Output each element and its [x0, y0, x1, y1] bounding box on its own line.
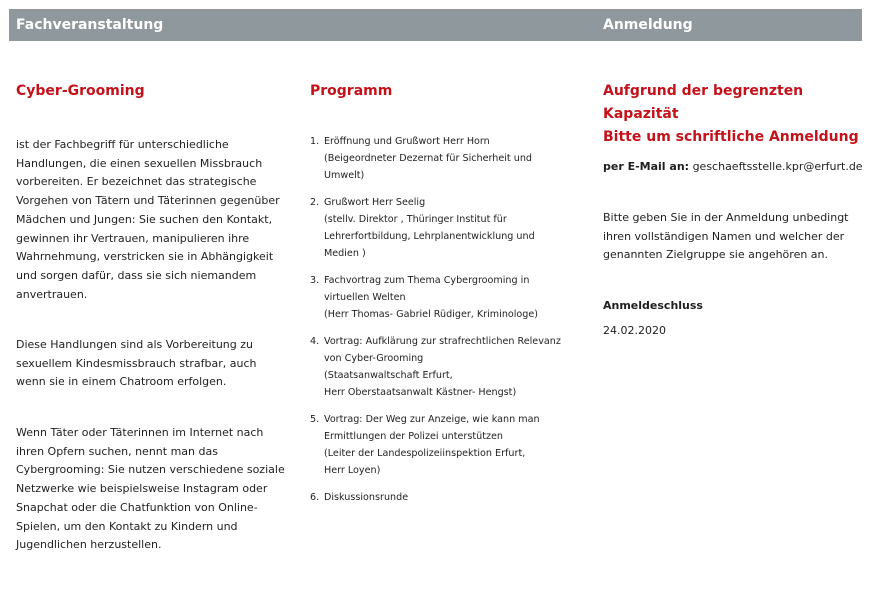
email-address-link[interactable]: geschaeftsstelle.kpr@erfurt.de	[692, 160, 863, 173]
text-line: Wahrnehmung, verstricken sie in Abhängigkeit	[16, 250, 274, 264]
registration-heading	[603, 80, 863, 149]
item-number: 3.	[310, 275, 320, 286]
item-line: von Cyber-Grooming	[324, 353, 424, 364]
text-line: sexuellem Kindesmissbrauch strafbar, auch	[16, 356, 257, 370]
cyber-grooming-heading: Cyber-Grooming	[16, 83, 145, 99]
list-item	[310, 194, 565, 262]
item-line: (Staatsanwaltschaft Erfurt,	[324, 370, 453, 381]
registration-note	[603, 209, 865, 265]
text-line: ihren vollständigen Namen und welcher der	[603, 229, 845, 243]
item-line: Fachvortrag zum Thema Cybergrooming in	[324, 275, 530, 286]
programm-heading: Programm	[310, 83, 393, 99]
heading-line: Bitte um schriftliche Anmeldung	[603, 129, 859, 145]
text-line: und sorgen dafür, dass sie sich niemandem	[16, 268, 257, 282]
deadline-value: 24.02.2020	[603, 324, 666, 337]
item-number: 4.	[310, 336, 320, 347]
list-item	[310, 133, 565, 184]
list-item	[310, 272, 565, 323]
item-number: 5.	[310, 414, 320, 425]
text-line: genannten Zielgruppe sie angehören an.	[603, 248, 829, 262]
item-line: Diskussionsrunde	[324, 492, 409, 503]
list-item	[310, 333, 565, 401]
item-line: Vortrag: Der Weg zur Anzeige, wie kann man	[324, 414, 540, 425]
item-line: Medien )	[324, 248, 366, 259]
header-left-title: Fachveranstaltung	[16, 17, 164, 33]
online-paragraph	[16, 424, 286, 555]
item-line: virtuellen Welten	[324, 292, 406, 303]
item-line: (Beigeordneter Dezernat für Sicherheit und	[324, 153, 532, 164]
text-line: Bitte geben Sie in der Anmeldung unbedingt	[603, 211, 849, 224]
criminal-paragraph	[16, 336, 286, 392]
text-line: anvertrauen.	[16, 287, 88, 301]
item-line: Lehrerfortbildung, Lehrplanentwicklung und	[324, 231, 535, 242]
heading-line: Aufgrund der begrenzten Kapazität	[603, 83, 804, 122]
item-line: Herr Oberstaatsanwalt Kästner- Hengst)	[324, 387, 517, 398]
header-right-title: Anmeldung	[603, 17, 693, 33]
email-label: per E-Mail an:	[603, 160, 690, 173]
intro-paragraph	[16, 136, 286, 304]
item-line: Eröffnung und Grußwort Herr Horn	[324, 136, 490, 147]
text-line: ist der Fachbegriff für unterschiedliche	[16, 138, 229, 151]
text-line: Jugendlichen herzustellen.	[16, 538, 162, 552]
text-line: Snapchat oder die Chatfunktion von Online-	[16, 500, 258, 514]
text-line: Netzwerke wie beispielsweise Instagram oder	[16, 482, 268, 496]
text-line: Handlungen, die einen sexuellen Missbrauch	[16, 156, 263, 170]
item-line: Herr Loyen)	[324, 465, 381, 476]
text-line: Wenn Täter oder Täterinnen im Internet nach	[16, 426, 264, 439]
text-line: ihren Opfern suchen, nennt man das	[16, 444, 218, 458]
email-line	[603, 158, 865, 177]
text-line: gewinnen ihr Vertrauen, manipulieren ihre	[16, 231, 250, 245]
item-number: 2.	[310, 197, 320, 208]
list-item	[310, 489, 565, 506]
text-line: vorbereiten. Er bezeichnet das strategische	[16, 175, 257, 189]
item-line: (Leiter der Landespolizeiinspektion Erfurt,	[324, 448, 526, 459]
item-line: (Herr Thomas- Gabriel Rüdiger, Kriminologe)	[324, 309, 539, 320]
item-number: 6.	[310, 492, 320, 503]
text-line: Spielen, um den Kontakt zu Kindern und	[16, 519, 238, 533]
item-number: 1.	[310, 136, 320, 147]
item-line: Vortrag: Aufklärung zur strafrechtlichen Relevanz	[324, 336, 561, 347]
deadline-label: Anmeldeschluss	[603, 299, 703, 312]
program-list	[310, 133, 565, 516]
text-line: Vorgehen von Tätern und Täterinnen gegenüber	[16, 194, 280, 208]
item-line: Ermittlungen der Polizei unterstützen	[324, 431, 503, 442]
item-line: Grußwort Herr Seelig	[324, 197, 426, 208]
list-item	[310, 411, 565, 479]
text-line: Cybergrooming: Sie nutzen verschiedene soziale	[16, 463, 285, 477]
item-line: (stellv. Direktor , Thüringer Institut für	[324, 214, 507, 225]
text-line: Mädchen und Jungen: Sie suchen den Kontakt,	[16, 212, 273, 226]
text-line: Diese Handlungen sind als Vorbereitung zu	[16, 338, 253, 351]
text-line: wenn sie in einem Chatroom erfolgen.	[16, 375, 227, 389]
item-line: Umwelt)	[324, 170, 365, 181]
